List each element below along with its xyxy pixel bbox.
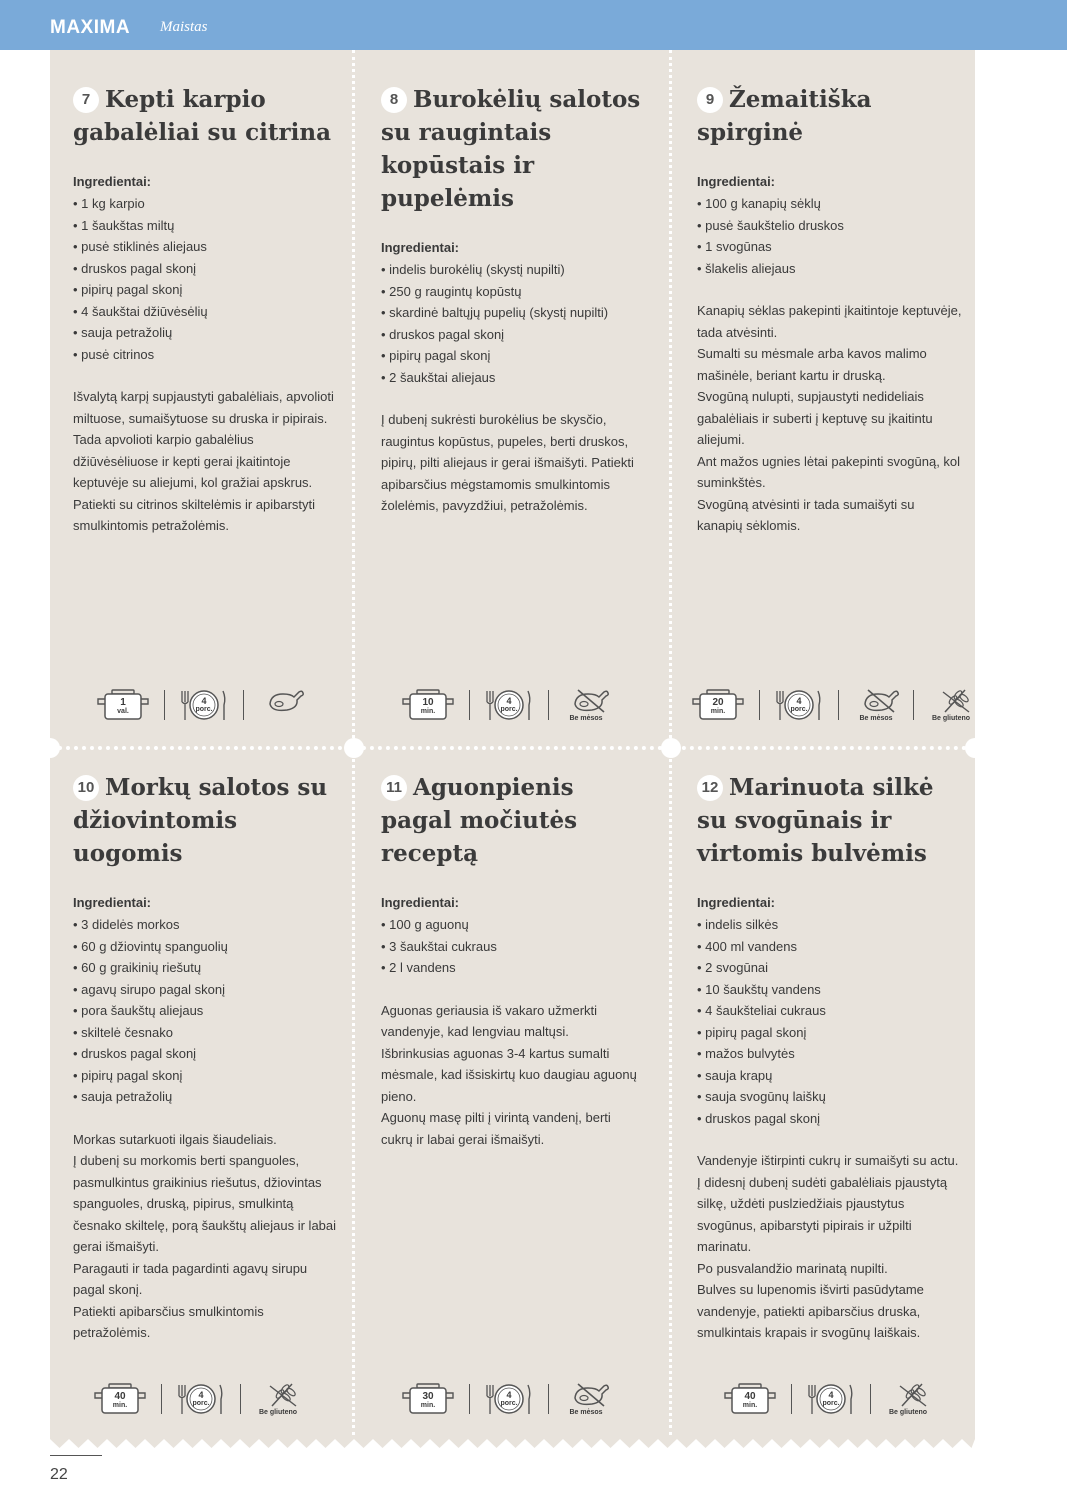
recipe-title <box>73 83 338 149</box>
pot-icon <box>400 1383 456 1415</box>
method-paragraph: Svogūną nulupti, supjaustyti nedideliais gabalėliais ir suberti į keptuvę su įkaitintu aliejumi. <box>697 389 933 447</box>
row-divider <box>50 746 975 750</box>
method-text <box>697 300 962 537</box>
recipe-card <box>73 83 338 537</box>
ingredient-item: • pora šaukštų aliejaus <box>73 1000 338 1022</box>
portions-unit: porc. <box>822 1400 840 1407</box>
method-paragraph: Sumalti su mėsmale arba kavos malimo mašinėle, beriant kartu ir druską. <box>697 346 927 383</box>
method-paragraph: Paragauti ir tada pagardinti agavų sirupu pagal skonį. <box>73 1260 308 1297</box>
icon-separator <box>870 1384 871 1414</box>
no-meat-icon <box>852 686 900 724</box>
ingredient-item: • sauja petražolių <box>73 322 338 344</box>
icon-separator <box>243 690 244 720</box>
badge-label: Be gliuteno <box>888 1409 928 1416</box>
cooking-time-unit: val. <box>117 708 129 715</box>
pot-icon <box>95 689 151 721</box>
ingredient-item: • 3 didelės morkos <box>73 914 338 936</box>
ingredient-item: • sauja petražolių <box>73 1086 338 1108</box>
method-paragraph: Patiekti su citrinos skiltelėmis ir apibarstyti smulkintomis petražolėmis. <box>73 496 316 533</box>
ingredients-heading: Ingredientai: <box>73 174 152 189</box>
recipe-icons <box>400 686 610 724</box>
method-paragraph: Ant mažos ugnies lėtai pakepinti svogūną, kol suminkštės. <box>697 453 961 490</box>
recipe-title <box>697 771 962 870</box>
method-paragraph: Morkas sutarkuoti ilgais šiaudeliais. <box>73 1131 277 1147</box>
ingredient-item: • šlakelis aliejaus <box>697 258 962 280</box>
gluten-free-icon <box>254 1380 302 1418</box>
ingredient-item: • indelis burokėlių (skystį nupilti) <box>381 259 653 281</box>
pot-icon <box>92 1383 148 1415</box>
plate-icon <box>773 688 825 722</box>
cooking-time-unit: min. <box>742 1402 758 1409</box>
ingredients-heading: Ingredientai: <box>381 240 460 255</box>
ingredient-item: • pipirų pagal skonį <box>73 279 338 301</box>
portions-unit: porc. <box>192 1400 210 1407</box>
ingredient-item: • druskos pagal skonį <box>73 1043 338 1065</box>
plate-icon <box>805 1382 857 1416</box>
badge-label: Be gliuteno <box>258 1409 298 1416</box>
ingredients-list <box>381 914 646 979</box>
recipe-number: 8 <box>381 87 407 113</box>
cooking-time-unit: min. <box>420 708 436 715</box>
recipe-title <box>697 83 962 149</box>
cooking-time-unit: min. <box>420 1402 436 1409</box>
portions-unit: porc. <box>500 1400 518 1407</box>
recipe-title <box>381 771 646 870</box>
portions-value: 4 <box>198 1390 204 1400</box>
recipe-title-text: Žemaitiška spirginė <box>697 86 872 146</box>
header-bar <box>0 0 1067 50</box>
recipe-icons <box>690 686 975 724</box>
ingredient-item: • pipirų pagal skonį <box>381 345 653 367</box>
method-text <box>73 1129 338 1344</box>
method-paragraph: Išvalytą karpį supjaustyti gabalėliais, apvolioti miltuose, sumaišytuose su druska ir pipirais. <box>73 389 334 426</box>
portions-value: 4 <box>828 1390 834 1400</box>
recipe-icons <box>95 686 305 724</box>
ingredient-item: • 10 šaukštų vandens <box>697 979 962 1001</box>
cooking-time-value: 40 <box>114 1391 126 1402</box>
recipe-card <box>697 771 962 1344</box>
ingredient-item: • 2 šaukštai aliejaus <box>381 367 653 389</box>
method-paragraph: Po pusvalandžio marinatą nupilti. <box>697 1260 888 1276</box>
portions-unit: porc. <box>195 706 213 713</box>
portions-value: 4 <box>506 696 512 706</box>
method-paragraph: Kanapių sėklas pakepinti įkaitintoje keptuvėje, tada atvėsinti. <box>697 303 962 340</box>
icon-separator <box>469 1384 470 1414</box>
cooking-time-unit: min. <box>710 708 726 715</box>
ingredient-item: • 2 svogūnai <box>697 957 962 979</box>
pot-icon <box>690 689 746 721</box>
ingredient-item: • skiltelė česnako <box>73 1022 338 1044</box>
portions-unit: porc. <box>790 706 808 713</box>
icon-separator <box>548 690 549 720</box>
icon-separator <box>164 690 165 720</box>
recipe-number: 11 <box>381 775 407 801</box>
method-paragraph: Aguonas geriausia iš vakaro užmerkti vandenyje, kad lengviau maltųsi. <box>381 1002 598 1039</box>
method-text <box>73 386 338 537</box>
recipe-card <box>381 83 653 517</box>
no-meat-icon <box>562 686 610 724</box>
ingredients-heading: Ingredientai: <box>697 895 776 910</box>
ingredient-item: • 1 šaukštas miltų <box>73 215 338 237</box>
divider-dot <box>661 738 681 758</box>
ingredient-item: • 60 g graikinių riešutų <box>73 957 338 979</box>
icon-separator <box>240 1384 241 1414</box>
icon-separator <box>469 690 470 720</box>
ingredient-item: • mažos bulvytės <box>697 1043 962 1065</box>
method-paragraph: Į dubenį su morkomis berti spanguoles, pasmulkintus graikinius riešutus, džiovintas spanguoles, druską, pipirus, smulkintą česnako skiltelę, porą šaukštų aliejaus ir labai gerai išmaišyti. <box>73 1153 337 1254</box>
ingredient-item: • druskos pagal skonį <box>73 258 338 280</box>
method-paragraph: Išbrinkusias aguonas 3-4 kartus sumalti mėsmale, kad išsiskirtų kuo daugiau aguonų pieno. <box>381 1045 637 1104</box>
recipe-title-text: Marinuota silkė su svogūnais ir virtomis bulvėmis <box>697 774 934 867</box>
portions-value: 4 <box>201 696 207 706</box>
divider-dot <box>40 738 60 758</box>
ingredient-item: • 400 ml vandens <box>697 936 962 958</box>
cooking-time-value: 40 <box>744 1391 756 1402</box>
ingredient-item: • 250 g raugintų kopūstų <box>381 281 653 303</box>
ingredient-item: • pipirų pagal skonį <box>73 1065 338 1087</box>
badge-label: Be mėsos <box>569 1409 603 1416</box>
method-paragraph: Svogūną atvėsinti ir tada sumaišyti su kanapių sėklomis. <box>697 496 915 533</box>
method-paragraph: Aguonų masę pilti į virintą vandenį, berti cukrų ir labai gerai išmaišyti. <box>381 1110 611 1147</box>
recipe-title-text: Morkų salotos su džiovintomis uogomis <box>73 774 328 867</box>
ingredients-list <box>381 259 653 388</box>
method-paragraph: Į dubenį sukrėsti burokėlius be skysčio, raugintus kopūstus, pupeles, berti druskos, pipirų, pilti aliejaus ir gerai išmaišyti. Patiekti apibarsčius mėgstamomis smulkintomis žolelėmis, pavyzdžiui, petražolėmis. <box>381 412 634 513</box>
ingredient-item: • 4 šaukštai džiūvėsėlių <box>73 301 338 323</box>
method-paragraph: Bulves su lupenomis išvirti pasūdytame vandenyje, patiekti apibarsčius druska, smulkintais krapais ir svogūnų laiškais. <box>697 1282 924 1340</box>
ingredient-item: • 2 l vandens <box>381 957 646 979</box>
recipe-number: 12 <box>697 775 723 801</box>
ingredient-item: • 60 g džiovintų spanguolių <box>73 936 338 958</box>
recipe-number: 10 <box>73 775 99 801</box>
section-title: Maistas <box>160 19 208 35</box>
divider-dot <box>965 738 985 758</box>
ingredient-item: • pusė šaukštelio druskos <box>697 215 962 237</box>
brand-logo: MAXIMA <box>50 17 131 38</box>
recipe-icons <box>400 1380 610 1418</box>
ingredient-item: • druskos pagal skonį <box>697 1108 962 1130</box>
cooking-time-value: 1 <box>120 697 126 708</box>
portions-value: 4 <box>796 696 802 706</box>
ingredient-item: • sauja svogūnų laiškų <box>697 1086 962 1108</box>
footer-rule <box>50 1455 102 1456</box>
meat-icon <box>257 686 305 724</box>
recipe-icons <box>92 1380 302 1418</box>
badge-label: Be mėsos <box>569 715 603 722</box>
recipe-card <box>73 771 338 1344</box>
icon-separator <box>838 690 839 720</box>
ingredient-item: • indelis silkės <box>697 914 962 936</box>
recipe-number: 7 <box>73 87 99 113</box>
ingredients-heading: Ingredientai: <box>73 895 152 910</box>
ingredient-item: • 100 g aguonų <box>381 914 646 936</box>
plate-icon <box>483 688 535 722</box>
cooking-time-unit: min. <box>112 1402 128 1409</box>
plate-icon <box>175 1382 227 1416</box>
pot-icon <box>400 689 456 721</box>
ingredient-item: • 4 šaukšteliai cukraus <box>697 1000 962 1022</box>
method-text <box>381 409 653 517</box>
recipe-title <box>381 83 653 215</box>
recipe-card <box>381 771 646 1150</box>
ingredient-item: • druskos pagal skonį <box>381 324 653 346</box>
ingredient-item: • pipirų pagal skonį <box>697 1022 962 1044</box>
recipe-icons <box>722 1380 932 1418</box>
method-paragraph: Tada apvolioti karpio gabalėlius džiūvėsėliuose ir kepti gerai įkaitintoje keptuvėje su aliejumi, kol gražiai apskrus. <box>73 432 313 490</box>
page-number: 22 <box>50 1466 68 1483</box>
portions-unit: porc. <box>500 706 518 713</box>
pot-icon <box>722 1383 778 1415</box>
cooking-time-value: 30 <box>422 1391 434 1402</box>
ingredients-heading: Ingredientai: <box>697 174 776 189</box>
cooking-time-value: 20 <box>712 697 724 708</box>
torn-edge <box>50 1435 975 1449</box>
divider-dot <box>344 738 364 758</box>
badge-label: Be mėsos <box>859 715 893 722</box>
ingredient-item: • 1 svogūnas <box>697 236 962 258</box>
badge-label: Be gliuteno <box>931 715 971 722</box>
ingredient-item: • 1 kg karpio <box>73 193 338 215</box>
no-meat-icon <box>562 1380 610 1418</box>
portions-value: 4 <box>506 1390 512 1400</box>
method-paragraph: Į didesnį dubenį sudėti gabalėliais pjaustytą silkę, uždėti puslziedžiais pjaustytus svogūnus, apibarstyti pipirais ir užpilti marinatu. <box>697 1174 948 1254</box>
ingredients-list <box>73 193 338 365</box>
icon-separator <box>759 690 760 720</box>
ingredient-item: • 100 g kanapių sėklų <box>697 193 962 215</box>
plate-icon <box>178 688 230 722</box>
icon-separator <box>161 1384 162 1414</box>
recipe-number: 9 <box>697 87 723 113</box>
recipe-title-text: Aguonpienis pagal močiutės receptą <box>381 774 578 867</box>
recipe-card <box>697 83 962 537</box>
gluten-free-icon <box>884 1380 932 1418</box>
ingredient-item: • sauja krapų <box>697 1065 962 1087</box>
recipe-title-text: Burokėlių salotos su raugintais kopūstais ir pupelėmis <box>381 86 641 212</box>
method-text <box>381 1000 646 1151</box>
gluten-free-icon <box>927 686 975 724</box>
method-paragraph: Patiekti apibarsčius smulkintomis petražolėmis. <box>73 1303 264 1340</box>
ingredient-item: • pusė citrinos <box>73 344 338 366</box>
ingredients-list <box>697 914 962 1129</box>
recipe-title-text: Kepti karpio gabalėliai su citrina <box>73 86 331 146</box>
ingredients-list <box>697 193 962 279</box>
ingredient-item: • skardinė baltųjų pupelių (skystį nupilti) <box>381 302 653 324</box>
icon-separator <box>791 1384 792 1414</box>
cooking-time-value: 10 <box>422 697 434 708</box>
method-paragraph: Vandenyje ištirpinti cukrų ir sumaišyti su actu. <box>697 1153 959 1168</box>
ingredient-item: • 3 šaukštai cukraus <box>381 936 646 958</box>
ingredients-heading: Ingredientai: <box>381 895 460 910</box>
recipe-title <box>73 771 338 870</box>
ingredient-item: • pusė stiklinės aliejaus <box>73 236 338 258</box>
icon-separator <box>913 690 914 720</box>
icon-separator <box>548 1384 549 1414</box>
method-text <box>697 1150 962 1344</box>
ingredients-list <box>73 914 338 1108</box>
plate-icon <box>483 1382 535 1416</box>
ingredient-item: • agavų sirupo pagal skonį <box>73 979 338 1001</box>
